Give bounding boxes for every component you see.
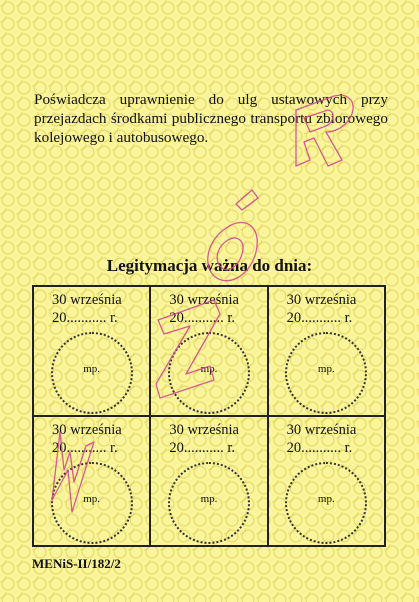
validity-heading: Legitymacja ważna do dnia: — [106, 256, 313, 275]
cell-date: 30 września — [286, 422, 357, 438]
stamp-label: mp. — [317, 363, 335, 375]
cell-year-field: 20........... r. — [169, 440, 235, 456]
validity-cell — [150, 416, 267, 546]
cell-year-field: 20........... r. — [52, 310, 118, 326]
cell-year-field: 20........... r. — [169, 310, 235, 326]
validity-cell — [268, 416, 385, 546]
form-code: MENiS-II/182/2 — [32, 556, 121, 571]
validity-cell — [150, 286, 267, 416]
stamp-label: mp. — [200, 493, 218, 505]
cell-date: 30 września — [286, 292, 357, 308]
stamp-label: mp. — [200, 363, 218, 375]
stamp-label: mp. — [83, 363, 101, 375]
validity-cell — [33, 286, 150, 416]
cell-date: 30 września — [169, 292, 239, 308]
entitlement-paragraph: Poświadcza uprawnienie do ulg ustawowych przy przejazdach środkami publicznego transportu zbiorowego kolejowego i autobusowego. — [34, 91, 388, 146]
cell-date: 30 września — [52, 292, 122, 308]
cell-date: 30 września — [169, 422, 239, 438]
watermark-letter — [236, 190, 258, 210]
cell-date: 30 września — [52, 422, 122, 438]
stamp-label: mp. — [83, 493, 101, 505]
cell-year-field: 20........... r. — [286, 440, 353, 456]
validity-cell — [33, 416, 150, 546]
cell-year-field: 20........... r. — [286, 310, 353, 326]
validity-cell — [268, 286, 385, 416]
validity-stamp-grid — [32, 285, 386, 547]
cell-year-field: 20........... r. — [52, 440, 118, 456]
stamp-label: mp. — [317, 493, 335, 505]
